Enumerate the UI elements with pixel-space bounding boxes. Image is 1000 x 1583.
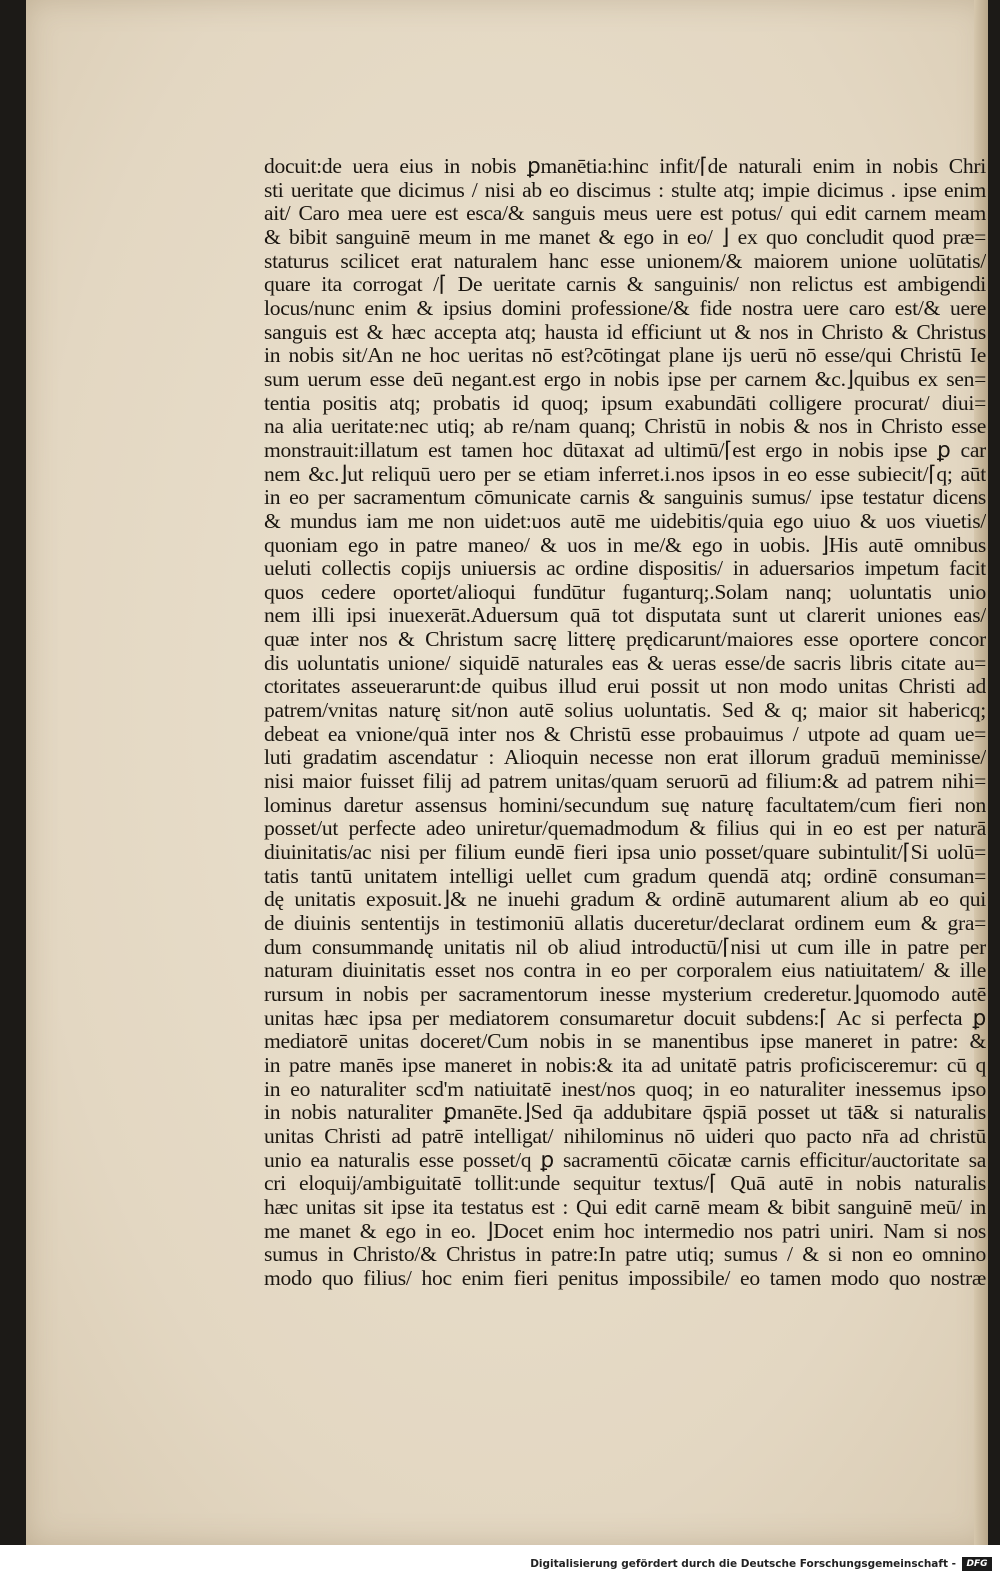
text-line: lominus daretur assensus homini/secundum suę naturę facultatem/cum fieri non <box>264 793 986 817</box>
text-line: quoniam ego in patre maneo/ & uos in me/& ego in uobis. ⌋His autē omnibus <box>264 533 986 557</box>
text-line: & mundus iam me non uidet:uos autē me uidebitis/quia ego uiuo & uos viuetis/ <box>264 509 986 533</box>
text-line: naturam diuinitatis esset nos contra in eo per corporalem eius natiuitatem/ & ille <box>264 959 986 983</box>
text-line: dum consummandę unitatis nil ob aliud introductū/⌈nisi ut cum ille in patre per <box>264 935 986 959</box>
text-line: dis uoluntatis unione/ siquidē naturales eas & ueras esse/de sacris libris citate au= <box>264 651 986 675</box>
text-line: posset/ut perfecte adeo uniretur/quemadmodum & filius qui in eo est per naturā <box>264 817 986 841</box>
text-line: tatis tantū unitatem intelligi uellet cum gradum quendā atq; ordinē consuman= <box>264 864 986 888</box>
dfg-logo: DFG <box>962 1557 992 1571</box>
footer-bar <box>0 1545 1000 1583</box>
text-line: in eo naturaliter scd'm natiuitatē inest/nos quoq; in eo naturaliter inessemus ipso <box>264 1077 986 1101</box>
text-line: nisi maior fuisset filij ad patrem unitas/quam seruorū ad filium:& ad patrem nihi= <box>264 770 986 794</box>
text-line: unitas Christi ad patrē intelligat/ nihilominus nō uideri quo pacto nr̄a ad christū <box>264 1124 986 1148</box>
text-line: hæc unitas sit ipse ita testatus est : Qui edit carnē meam & bibit sanguinē meū/ in <box>264 1195 986 1219</box>
text-line: modo quo filius/ hoc enim fieri penitus impossibile/ eo tamen modo quo nostræ <box>264 1266 986 1290</box>
text-line: & bibit sanguinē meum in me manet & ego in eo/ ⌋ ex quo concludit quod præ= <box>264 225 986 249</box>
text-line: staturus scilicet erat naturalem hanc esse unionem/& maiorem unione uolūtatis/ <box>264 249 986 273</box>
text-line: dę unitatis exposuit.⌋& ne inuehi gradum & ordinē autumarent alium ab eo qui <box>264 888 986 912</box>
text-line: diuinitatis/ac nisi per filium eundē fieri ipsa unio posset/quare subintulit/⌈Si uolū= <box>264 841 986 865</box>
text-line: in nobis sit/An ne hoc ueritas nō est?cōtingat plane ijs uerū nō esse/qui Christū Ie <box>264 344 986 368</box>
text-line: patrem/vnitas naturę sit/non autē solius uoluntatis. Sed & q; maior sit habericq; <box>264 699 986 723</box>
text-block <box>264 155 986 1291</box>
text-line: unio ea naturalis esse posset/q ꝑ sacramentū cōicatæ carnis efficitur/auctoritate sa <box>264 1148 986 1172</box>
text-line: sanguis est & hæc accepta atq; hausta id efficiunt ut & nos in Christo & Christus <box>264 320 986 344</box>
text-line: tentia positis atq; probatis id quoq; ipsum exabundāti colligere procurat/ diui= <box>264 391 986 415</box>
text-line: luti gradatim ascendatur : Alioquin necesse non erat illorum graduū meminisse/ <box>264 746 986 770</box>
funding-credit: Digitalisierung gefördert durch die Deutsche Forschungsgemeinschaft - <box>530 1558 956 1570</box>
text-line: sum uerum esse deū negant.est ergo in nobis ipse per carnem &c.⌋quibus ex sen= <box>264 367 986 391</box>
text-line: mediatorē unitas doceret/Cum nobis in se manentibus ipse maneret in patre: & <box>264 1030 986 1054</box>
text-line: nem illi ipsi inuexerāt.Aduersum quā tot disputata sunt ut clarerit uniones eas/ <box>264 604 986 628</box>
text-line: cri eloquij/ambiguitatē tollit:unde sequitur textus/⌈ Quā autē in nobis naturalis <box>264 1172 986 1196</box>
text-line: ait/ Caro mea uere est esca/& sanguis meus uere est potus/ qui edit carnem meam <box>264 202 986 226</box>
text-line: de diuinis sententijs in testimoniū allatis duceretur/declarat ordinem eum & gra= <box>264 912 986 935</box>
text-line: sti ueritate que dicimus / nisi ab eo discimus : stulte atq; impie dicimus . ipse enim <box>264 178 986 202</box>
text-line: locus/nunc enim & ipsius domini professione/& fide nostra uere caro est/& uere <box>264 296 986 320</box>
text-line: quæ inter nos & Christum sacrę litterę prędicarunt/maiores esse oportere concor <box>264 628 986 652</box>
text-line: ueluti collectis copijs uniuersis ac ordine dispositis/ in aduersarios impetum facit <box>264 557 986 581</box>
text-line: debeat ea vnione/quā inter nos & Christū esse probauimus / utpote ad quam ue= <box>264 722 986 746</box>
text-line: quos cedere oportet/alioqui fundūtur fuganturq;.Solam nanq; uoluntatis unio <box>264 580 986 604</box>
text-line: rursum in nobis per sacramentorum inesse mysterium crederetur.⌋quomodo autē <box>264 982 986 1006</box>
text-line: monstrauit:illatum est tamen hoc dūtaxat ad ultimū/⌈est ergo in nobis ipse ꝑ car <box>264 438 986 462</box>
text-line: na alia ueritate:nec utiq; ab re/nam quanq; Christū in nobis & nos in Christo esse <box>264 415 986 439</box>
text-line: unitas hæc ipsa per mediatorem consumaretur docuit subdens:⌈ Ac si perfecta ꝑ <box>264 1006 986 1030</box>
text-line: nem &c.⌋ut reliquū uero per se etiam inferret.i.nos ipsos in eo esse subiecit/⌈q; aūt <box>264 462 986 486</box>
text-line: in patre manēs ipse maneret in nobis:& ita ad unitatē patris proficisceremur: cū q <box>264 1053 986 1077</box>
text-line: in nobis naturaliter ꝑmanēte.⌋Sed q̄a addubitare q̄spiā posset ut tā& si naturalis <box>264 1101 986 1125</box>
text-line: me manet & ego in eo. ⌋Docet enim hoc intermedio nos patri uniri. Nam si nos <box>264 1219 986 1243</box>
text-line: docuit:de uera eius in nobis ꝑmanētia:hinc infit/⌈de naturali enim in nobis Chri <box>264 155 986 178</box>
text-line: ctoritates asseuerarunt:de quibus illud erui possit ut non modo unitas Christi ad <box>264 675 986 699</box>
text-line: in eo per sacramentum cōmunicate carnis & sanguinis sumus/ ipse testatur dicens <box>264 486 986 510</box>
text-line: sumus in Christo/& Christus in patre:In patre utiq; sumus / & si non eo omnino <box>264 1243 986 1267</box>
text-line: quare ita corrogat /⌈ De ueritate carnis & sanguinis/ non relictus est ambigendi <box>264 273 986 297</box>
book-page <box>26 0 988 1545</box>
